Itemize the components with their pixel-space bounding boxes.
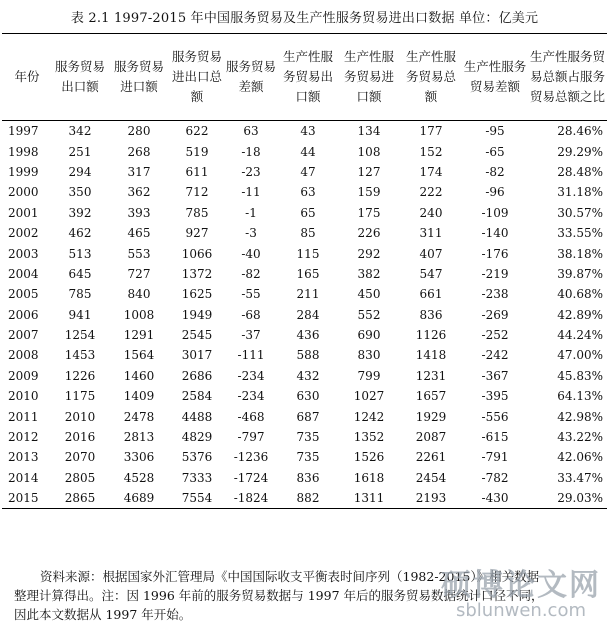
table-cell: 63: [300, 185, 316, 200]
table-cell: 28.48%: [557, 164, 603, 179]
table-cell: 1008: [123, 307, 155, 322]
header-row: [2, 34, 607, 121]
table-cell: 436: [296, 328, 320, 343]
year-cell: 1997: [8, 124, 39, 139]
table-cell: 3306: [123, 450, 155, 465]
table-row: [2, 162, 607, 182]
trade-data-table: [2, 33, 607, 509]
year-cell: 2012: [8, 430, 39, 445]
table-cell: -791: [481, 450, 509, 465]
table-cell: 28.46%: [557, 124, 603, 139]
table-cell: 174: [419, 164, 443, 179]
table-cell: 47: [300, 164, 316, 179]
column-header: 生产性服务贸易总额: [405, 49, 456, 104]
table-row: [2, 284, 607, 304]
table-cell: -1724: [233, 470, 269, 485]
table-cell: 1291: [123, 328, 155, 343]
table-cell: 2193: [415, 491, 447, 506]
table-cell: 2686: [181, 368, 213, 383]
table-cell: 2478: [123, 409, 155, 424]
column-header: 生产性服务贸易进口额: [343, 49, 394, 104]
table-row: [2, 386, 607, 406]
table-cell: 42.89%: [557, 307, 603, 322]
table-cell: 342: [68, 124, 92, 139]
table-row: [2, 243, 607, 263]
table-row: [2, 366, 607, 386]
table-cell: -556: [481, 409, 509, 424]
year-cell: 2008: [8, 348, 39, 363]
table-cell: 1352: [353, 430, 385, 445]
table-cell: 785: [68, 287, 92, 302]
table-cell: 108: [357, 144, 381, 159]
table-cell: 1618: [353, 470, 385, 485]
table-cell: -1: [245, 205, 257, 220]
table-row: [2, 264, 607, 284]
table-cell: 65: [300, 205, 316, 220]
table-cell: 268: [127, 144, 151, 159]
year-cell: 1998: [8, 144, 39, 159]
year-cell: 2005: [8, 287, 39, 302]
table-cell: 547: [419, 266, 443, 281]
table-cell: 836: [296, 470, 320, 485]
note-line-1: 资料来源：根据国家外汇管理局《中国国际收支平衡表时间序列（1982-2015）》相关数据: [40, 569, 540, 584]
table-cell: -615: [481, 430, 509, 445]
column-header: 服务贸易进口额: [113, 59, 164, 94]
table-cell: 622: [185, 124, 209, 139]
column-header: 年份: [14, 69, 40, 84]
table-cell: 382: [357, 266, 381, 281]
table-cell: 2016: [64, 430, 96, 445]
table-row: [2, 447, 607, 467]
table-cell: 2805: [64, 470, 96, 485]
watermark-url: sblunwen.com: [456, 600, 586, 621]
table-cell: 7333: [181, 470, 213, 485]
table-cell: 44: [300, 144, 316, 159]
table-cell: 941: [68, 307, 92, 322]
table-cell: 43: [300, 124, 316, 139]
table-cell: 350: [68, 185, 92, 200]
table-cell: 1126: [415, 328, 447, 343]
table-cell: 1526: [353, 450, 385, 465]
table-cell: 5376: [181, 450, 213, 465]
table-cell: 2070: [64, 450, 96, 465]
table-cell: 1226: [64, 368, 96, 383]
table-cell: -1824: [233, 491, 269, 506]
data-table-wrapper: [2, 33, 607, 509]
year-cell: 2013: [8, 450, 39, 465]
table-cell: 29.03%: [557, 491, 603, 506]
table-cell: 317: [127, 164, 151, 179]
watermark-logo: [441, 560, 601, 621]
table-row: [2, 325, 607, 345]
table-cell: -11: [241, 185, 261, 200]
table-cell: 735: [296, 450, 320, 465]
watermark-text: 硕博论文网: [441, 568, 601, 603]
table-cell: 292: [357, 246, 381, 261]
table-cell: 2261: [415, 450, 447, 465]
table-cell: -3: [245, 226, 257, 241]
year-cell: 1999: [8, 164, 39, 179]
table-cell: 661: [419, 287, 443, 302]
table-cell: 3017: [181, 348, 213, 363]
table-cell: -55: [241, 287, 261, 302]
table-cell: 1453: [64, 348, 96, 363]
table-cell: 45.83%: [557, 368, 603, 383]
year-cell: 2014: [8, 470, 39, 485]
table-cell: 465: [127, 226, 151, 241]
table-cell: 127: [357, 164, 381, 179]
year-cell: 2000: [8, 185, 39, 200]
table-cell: 280: [127, 124, 151, 139]
table-row: [2, 203, 607, 223]
table-cell: 33.47%: [557, 470, 603, 485]
table-cell: 513: [68, 246, 92, 261]
table-row: [2, 141, 607, 161]
table-cell: -96: [485, 185, 505, 200]
table-cell: 43.22%: [557, 430, 603, 445]
table-cell: 42.06%: [557, 450, 603, 465]
table-cell: 2865: [64, 491, 96, 506]
table-cell: 2545: [181, 328, 213, 343]
year-cell: 2004: [8, 266, 39, 281]
table-cell: 284: [296, 307, 320, 322]
table-cell: 4829: [181, 430, 213, 445]
table-header: [2, 34, 607, 121]
table-cell: -37: [241, 328, 261, 343]
table-cell: 1027: [353, 389, 385, 404]
table-cell: 588: [296, 348, 320, 363]
year-cell: 2015: [8, 491, 39, 506]
table-cell: 712: [185, 185, 209, 200]
table-row: [2, 406, 607, 426]
table-cell: -23: [241, 164, 261, 179]
table-cell: -395: [481, 389, 509, 404]
table-cell: -234: [237, 368, 265, 383]
table-cell: 226: [357, 226, 381, 241]
table-row: [2, 223, 607, 243]
table-cell: 4689: [123, 491, 155, 506]
table-cell: 2010: [64, 409, 96, 424]
table-cell: 64.13%: [557, 389, 603, 404]
table-cell: 785: [185, 205, 209, 220]
table-cell: 840: [127, 287, 151, 302]
table-cell: 175: [357, 205, 381, 220]
table-cell: 690: [357, 328, 381, 343]
table-cell: 552: [357, 307, 381, 322]
table-cell: -18: [241, 144, 261, 159]
table-cell: 799: [357, 368, 381, 383]
table-cell: 830: [357, 348, 381, 363]
table-cell: 362: [127, 185, 151, 200]
year-cell: 2011: [8, 409, 39, 424]
table-cell: -269: [481, 307, 509, 322]
table-cell: 311: [419, 226, 443, 241]
table-cell: 177: [419, 124, 443, 139]
table-cell: 836: [419, 307, 443, 322]
table-cell: -82: [485, 164, 505, 179]
year-cell: 2002: [8, 226, 39, 241]
table-cell: -140: [481, 226, 509, 241]
table-cell: 1625: [181, 287, 213, 302]
table-cell: 1311: [353, 491, 385, 506]
table-cell: 211: [296, 287, 320, 302]
table-cell: 432: [296, 368, 320, 383]
table-cell: 2584: [181, 389, 213, 404]
table-cell: 134: [357, 124, 381, 139]
table-cell: 47.00%: [557, 348, 603, 363]
table-cell: 1409: [123, 389, 155, 404]
table-cell: 115: [296, 246, 320, 261]
table-cell: 4488: [181, 409, 213, 424]
table-cell: 29.29%: [557, 144, 603, 159]
table-cell: 392: [68, 205, 92, 220]
year-cell: 2010: [8, 389, 39, 404]
table-cell: 1564: [123, 348, 155, 363]
table-cell: -238: [481, 287, 509, 302]
table-title: 表 2.1 1997-2015 年中国服务贸易及生产性服务贸易进出口数据 单位：亿美元: [70, 11, 539, 26]
table-cell: 31.18%: [557, 185, 603, 200]
table-row: [2, 427, 607, 447]
table-cell: 630: [296, 389, 320, 404]
table-cell: 687: [296, 409, 320, 424]
table-cell: 152: [419, 144, 443, 159]
table-cell: 1418: [415, 348, 447, 363]
table-row: [2, 305, 607, 325]
column-header: 生产性服务贸易出口额: [282, 49, 333, 104]
table-cell: 63: [243, 124, 259, 139]
column-header: 生产性服务贸易总额占服务贸易总额之比: [529, 49, 605, 104]
table-cell: 1066: [181, 246, 213, 261]
table-cell: 38.18%: [557, 246, 603, 261]
table-cell: 553: [127, 246, 151, 261]
table-cell: -234: [237, 389, 265, 404]
table-cell: 1929: [415, 409, 447, 424]
table-cell: -65: [485, 144, 505, 159]
table-cell: -109: [481, 205, 509, 220]
table-cell: 85: [300, 226, 316, 241]
table-cell: -1236: [233, 450, 269, 465]
table-cell: 1175: [64, 389, 96, 404]
table-cell: -468: [237, 409, 265, 424]
table-cell: 1657: [415, 389, 447, 404]
table-cell: 39.87%: [557, 266, 603, 281]
table-cell: -242: [481, 348, 509, 363]
table-cell: 450: [357, 287, 381, 302]
table-cell: 44.24%: [557, 328, 603, 343]
table-cell: 1460: [123, 368, 155, 383]
column-header: 服务贸易出口额: [54, 59, 105, 94]
table-cell: 2087: [415, 430, 447, 445]
table-cell: 645: [68, 266, 92, 281]
table-cell: 611: [185, 164, 209, 179]
table-cell: -430: [481, 491, 509, 506]
table-cell: 40.68%: [557, 287, 603, 302]
table-cell: 222: [419, 185, 443, 200]
column-header: 生产性服务贸易差额: [463, 59, 527, 94]
year-cell: 2003: [8, 246, 39, 261]
table-cell: 165: [296, 266, 320, 281]
table-row: [2, 121, 607, 142]
note-line-2: 整理计算得出。注：因 1996 年前的服务贸易数据与 1997 年后的服务贸易数据统计口径不同，: [14, 588, 544, 603]
table-cell: 1231: [415, 368, 447, 383]
table-cell: 1254: [64, 328, 96, 343]
table-cell: 159: [357, 185, 381, 200]
table-cell: 727: [127, 266, 151, 281]
table-cell: 30.57%: [557, 205, 603, 220]
table-cell: 42.98%: [557, 409, 603, 424]
table-cell: 462: [68, 226, 92, 241]
column-header: 服务贸易差额: [225, 59, 276, 94]
table-cell: 1242: [353, 409, 385, 424]
table-cell: 251: [68, 144, 92, 159]
table-cell: -797: [237, 430, 265, 445]
table-cell: -68: [241, 307, 261, 322]
table-cell: 882: [296, 491, 320, 506]
table-row: [2, 488, 607, 509]
table-cell: 240: [419, 205, 443, 220]
table-cell: -782: [481, 470, 509, 485]
year-cell: 2006: [8, 307, 39, 322]
table-cell: 1949: [181, 307, 213, 322]
year-cell: 2001: [8, 205, 39, 220]
table-cell: 4528: [123, 470, 155, 485]
column-header: 服务贸易进出口总额: [171, 49, 222, 104]
table-cell: -95: [485, 124, 505, 139]
year-cell: 2007: [8, 328, 39, 343]
table-row: [2, 345, 607, 365]
table-cell: 1372: [181, 266, 213, 281]
table-cell: 294: [68, 164, 92, 179]
table-cell: 7554: [181, 491, 213, 506]
table-cell: -219: [481, 266, 509, 281]
table-cell: 2813: [123, 430, 155, 445]
table-cell: 33.55%: [557, 226, 603, 241]
table-row: [2, 468, 607, 488]
table-cell: 927: [185, 226, 209, 241]
table-cell: -111: [237, 348, 265, 363]
table-cell: 407: [419, 246, 443, 261]
table-body: [2, 121, 607, 509]
table-cell: 393: [127, 205, 151, 220]
table-cell: -82: [241, 266, 261, 281]
table-cell: 735: [296, 430, 320, 445]
table-cell: -252: [481, 328, 509, 343]
note-line-3: 因此本文数据从 1997 年开始。: [14, 607, 192, 622]
table-row: [2, 182, 607, 202]
table-cell: 519: [185, 144, 209, 159]
table-cell: -40: [241, 246, 261, 261]
table-cell: -367: [481, 368, 509, 383]
table-cell: 2454: [415, 470, 447, 485]
year-cell: 2009: [8, 368, 39, 383]
table-cell: -176: [481, 246, 509, 261]
